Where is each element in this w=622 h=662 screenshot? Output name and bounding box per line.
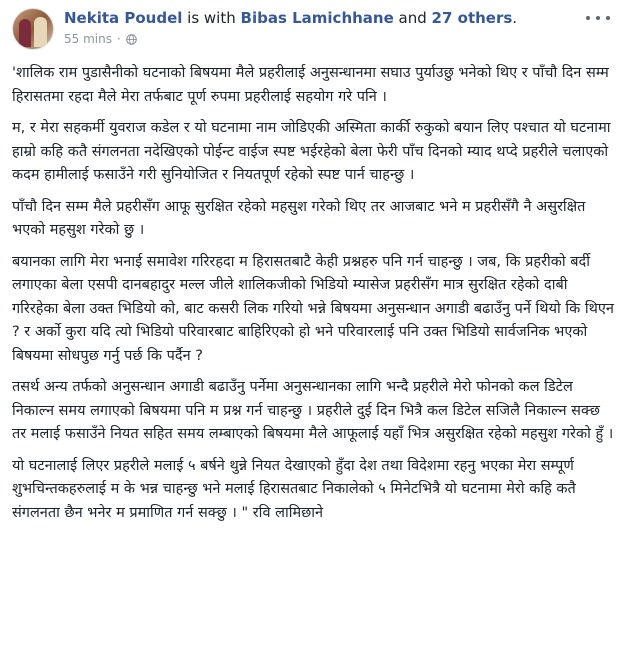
post-headline	[64, 8, 517, 28]
post-body	[12, 62, 614, 533]
post-header	[12, 4, 610, 60]
avatar[interactable]	[12, 8, 54, 50]
author-name-link[interactable]: Nekita Poudel	[64, 9, 183, 27]
post-paragraph: म, र मेरा सहकर्मी युवराज कडेल र यो घटनामा नाम जोडिएकी अस्मिता कार्की रुकुको बयान लिए पश्चात यो घटनामा हाम्रो कहि कतै संगलनता नदेखिएको पोईन्ट वाईज स्पष्ट भईरहेको बेला फेरी पाँच दिनको म्याद थप्दे प्रहरीले चलाएको कदम हामीलाई फसाउँने गरी सुनियोजित र नियतपूर्ण रहेको स्पष्ट पार्न चाहन्छु ।	[12, 120, 611, 183]
post-paragraph: 'शालिक राम पुडासैनीको घटनाको बिषयमा मैले प्रहरीलाई अनुसन्धानमा सघाउ पुर्याउछु भनेको थिए र पाँचौ दिन सम्म हिरासतमा रहदा मैले मेरा तर्फबाट पूर्ण रुपमा प्रहरीलाई सहयोग गरे पनि ।	[12, 65, 609, 105]
avatar-figure-right	[34, 17, 47, 47]
more-dot	[586, 16, 590, 20]
headline-end: .	[512, 9, 518, 27]
meta-separator: ·	[116, 32, 121, 46]
tagged-person-link[interactable]: Bibas Lamichhane	[240, 9, 394, 27]
globe-icon[interactable]	[126, 34, 137, 45]
with-text: is with	[182, 9, 241, 27]
more-dot	[606, 16, 610, 20]
post-paragraph: तसर्थ अन्य तर्फको अनुसन्धान अगाडी बढाउँनु पर्नेमा अनुसन्धानका लागि भन्दै प्रहरीले मेरो फोनको कल डिटेल निकाल्न समय लगाएको बिषयमा पनि म प्रश्न गर्न चाहन्छु । प्रहरीले दुई दिन भित्रै कल डिटेल सजिलै निकाल्न सक्छ तर मलाई फसाउँने नियत सहित समय लम्बाएको बिषयमा मैले आफूलाई यहाँ भित्र असुरक्षित रहेको महसुश गरेको हुँ ।	[12, 379, 614, 442]
post-paragraph: बयानका लागि मेरा भनाई समावेश गरिरहदा म हिरासतबाटै केही प्रश्नहरु पनि गर्न चाहन्छु । जब, कि प्रहरीको बर्दी लगाएका बेला एसपी दानबहादुर मल्ल जीले शालिकजीको भिडियो म्यासेज प्रहरीसँग मात्र सुरक्षित रहेको दाबी गरिरहेका बेला उक्त भिडियो को, बाट कसरी लिक गरियो भन्ने बिषयमा अनुसन्धान अगाडी बढाउँनु पर्ने थियो कि थिएन ? र अर्को कुरा यदि त्यो भिडियो परिवारबाट बाहिरिएको हो भने परिवारलाई पनि उक्त भिडियो सार्वजनिक भएको बिषयमा सोधपुछ गर्नु पर्छ कि पर्दैन ?	[12, 253, 614, 364]
and-text: and	[393, 9, 432, 27]
timestamp-link[interactable]: 55 mins	[64, 32, 112, 46]
avatar-figure-left	[19, 19, 31, 47]
post-paragraph: यो घटनालाई लिएर प्रहरीले मलाई ५ बर्षने थुन्ने नियत देखाएको हुँदा देश तथा विदेशमा रहनु भएका मेरा सम्पूर्ण शुभचिन्तकहरुलाई म के भन्न चाहन्छु भने मलाई हिरासतबाट निकालेको ५ मिनेटभित्रै यो घटनामा मेरो कहि कतै संगलनता छैन भनेर म प्रमाणित गर्न सक्छु । " रवि लामिछाने	[12, 457, 576, 521]
post-paragraph: पाँचौ दिन सम्म मैले प्रहरीसँग आफू सुरक्षित रहेको महसुश गरेको थिए तर आजबाट भने म प्रहरीसँगै नै असुरक्षित भएको महसुश गरेको छु ।	[12, 198, 586, 238]
more-dot	[596, 16, 600, 20]
others-link[interactable]: 27 others	[431, 9, 513, 27]
post-meta	[64, 32, 137, 46]
more-options-icon[interactable]	[586, 10, 610, 26]
